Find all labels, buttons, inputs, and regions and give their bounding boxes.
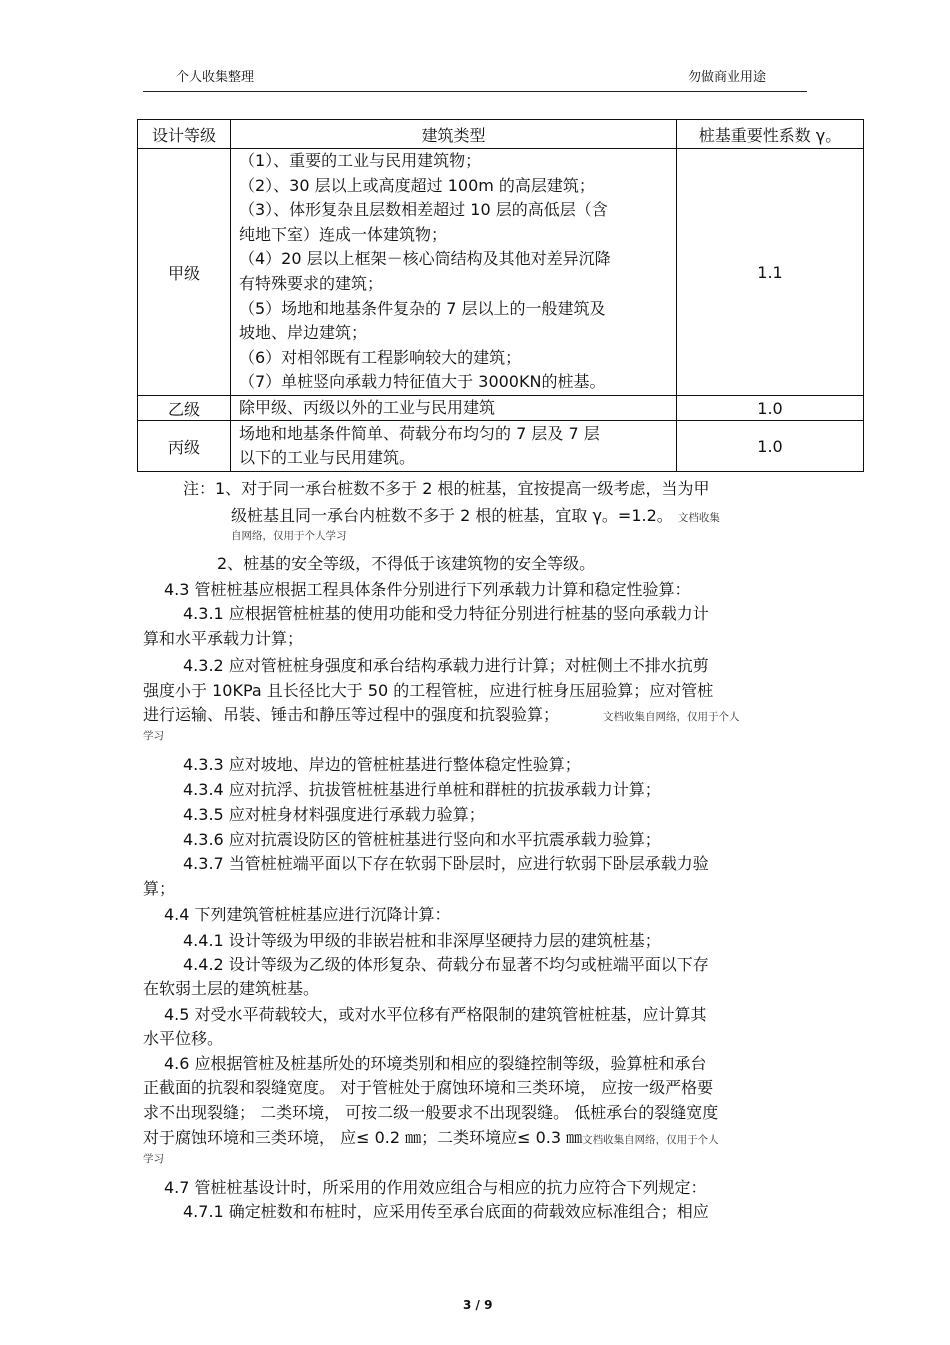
clause-4-3-6: 4.3.6 应对抗震设防区的管桩桩基进行竖向和水平抗震承载力验算； xyxy=(183,830,661,849)
watermark-text: 学习 xyxy=(143,1153,164,1165)
type-line: （4）20 层以上框架－核心筒结构及其他对差异沉降 xyxy=(239,249,611,269)
table-row xyxy=(138,149,864,396)
clause-4-5: 4.5 对受水平荷载较大，或对水平位移有严格限制的建筑管桩桩基，应计算其 xyxy=(164,1005,707,1024)
table-header-row xyxy=(138,120,864,149)
clause-4-4-2: 4.4.2 设计等级为乙级的体形复杂、荷载分布显著不均匀或桩端平面以下存 xyxy=(183,955,709,974)
watermark-text: 自网络，仅用于个人学习 xyxy=(231,530,347,542)
table-header-coef: 桩基重要性系数 γ。 xyxy=(677,120,864,149)
header-rule xyxy=(143,91,807,92)
table-header-grade: 设计等级 xyxy=(138,120,231,149)
clause-4-4-2-cont: 在软弱土层的建筑桩基。 xyxy=(143,979,320,998)
watermark-text: 文档收集自网络，仅用于个人 xyxy=(582,1134,719,1146)
clause-4-3-1-cont: 算和水平承载力计算； xyxy=(143,629,304,648)
table-header-type: 建筑类型 xyxy=(231,120,677,149)
coef-cell: 1.0 xyxy=(677,396,864,421)
type-line: 坡地、岸边建筑； xyxy=(239,323,368,343)
clause-4-3-2: 4.3.2 应对管桩桩身强度和承台结构承载力进行计算；对桩侧土不排水抗剪 xyxy=(183,656,709,675)
clause-4-3-7: 4.3.7 当管桩桩端平面以下存在软弱下卧层时，应进行软弱下卧层承载力验 xyxy=(183,854,709,873)
watermark-text: 文档收集 xyxy=(677,512,720,524)
coef-cell: 1.1 xyxy=(677,149,864,396)
clause-4-7-1: 4.7.1 确定桩数和布桩时，应采用传至承台底面的荷载效应标准组合；相应 xyxy=(183,1202,709,1221)
type-cell xyxy=(231,421,677,472)
type-cell xyxy=(231,149,677,396)
clause-4-3-3: 4.3.3 应对坡地、岸边的管桩桩基进行整体稳定性验算； xyxy=(183,755,581,774)
table-row xyxy=(138,396,864,421)
type-line: （2）、30 层以上或高度超过 100m 的高层建筑； xyxy=(239,175,595,195)
importance-table xyxy=(137,119,864,472)
type-line: （3）、体形复杂且层数相差超过 10 层的高低层（含 xyxy=(239,200,608,220)
type-line: 有特殊要求的建筑； xyxy=(239,274,384,293)
grade-cell: 丙级 xyxy=(138,421,231,472)
note-1-line-1: 注：1、对于同一承台桩数不多于 2 根的桩基，宜按提高一级考虑，当为甲 xyxy=(183,479,710,498)
type-line: 纯地下室）连成一体建筑物； xyxy=(239,224,448,244)
clause-4-3-1: 4.3.1 应根据管桩桩基的使用功能和受力特征分别进行桩基的竖向承载力计 xyxy=(183,604,709,623)
note-2: 2、桩基的安全等级，不得低于该建筑物的安全等级。 xyxy=(217,554,596,573)
clause-4-3-5: 4.3.5 应对桩身材料强度进行承载力验算； xyxy=(183,805,485,824)
header-right: 勿做商业用途 xyxy=(688,70,767,85)
clause-4-3: 4.3 管桩桩基应根据工程具体条件分别进行下列承载力计算和稳定性验算： xyxy=(164,580,691,599)
clause-4-3-4: 4.3.4 应对抗浮、抗拔管桩桩基进行单桩和群桩的抗拔承载力计算； xyxy=(183,780,661,799)
type-line: （5）场地和地基条件复杂的 7 层以上的一般建筑及 xyxy=(239,298,606,318)
clause-4-4: 4.4 下列建筑管桩桩基应进行沉降计算： xyxy=(164,905,451,924)
clause-4-3-7-cont: 算； xyxy=(143,879,176,898)
type-line: 除甲级、丙级以外的工业与民用建筑 xyxy=(239,398,496,417)
header-left: 个人收集整理 xyxy=(176,70,255,85)
coef-cell: 1.0 xyxy=(677,421,864,472)
type-cell xyxy=(231,396,677,421)
clause-4-6: 4.6 应根据管桩及桩基所处的环境类别和相应的裂缝控制等级，验算桩和承台 xyxy=(164,1054,707,1073)
grade-cell: 乙级 xyxy=(138,396,231,421)
page-number: 3 / 9 xyxy=(463,1298,493,1312)
type-line: 以下的工业与民用建筑。 xyxy=(239,448,416,467)
clause-text: 对于腐蚀环境和三类环境， 应≤ 0.2 ㎜；二类环境应≤ 0.3 ㎜ xyxy=(143,1128,583,1147)
clause-4-7: 4.7 管桩桩基设计时，所采用的作用效应组合与相应的抗力应符合下列规定： xyxy=(164,1178,707,1197)
watermark-text: 文档收集自网络，仅用于个人 xyxy=(603,711,740,723)
type-line: （6）对相邻既有工程影响较大的建筑； xyxy=(239,347,522,367)
grade-cell: 甲级 xyxy=(138,149,231,396)
note-1-line-2 xyxy=(231,503,720,526)
type-line: （1）、重要的工业与民用建筑物； xyxy=(239,151,482,171)
clause-4-6-cont: 求不出现裂缝； 二类环境， 可按二级一般要求不出现裂缝。 低桩承台的裂缝宽度 xyxy=(143,1103,719,1122)
note-1-text: 级桩基且同一承台内桩数不多于 2 根的桩基，宜取 γ。=1.2。 xyxy=(231,506,673,525)
clause-4-6-cont xyxy=(143,1125,719,1148)
type-line: 场地和地基条件简单、荷载分布均匀的 7 层及 7 层 xyxy=(239,424,600,443)
table-row xyxy=(138,421,864,472)
clause-4-6-cont: 正截面的抗裂和裂缝宽度。 对于管桩处于腐蚀环境和三类环境， 应按一级严格要 xyxy=(143,1078,714,1097)
clause-4-3-2-cont: 强度小于 10KPa 且长径比大于 50 的工程管桩，应进行桩身压屈验算；应对管桩 xyxy=(143,681,714,700)
clause-4-3-2-cont xyxy=(143,702,740,725)
clause-4-4-1: 4.4.1 设计等级为甲级的非嵌岩桩和非深厚坚硬持力层的建筑桩基； xyxy=(183,931,661,950)
clause-text: 进行运输、吊装、锤击和静压等过程中的强度和抗裂验算； xyxy=(143,705,560,724)
clause-4-5-cont: 水平位移。 xyxy=(143,1029,224,1048)
watermark-text: 学习 xyxy=(143,730,164,742)
type-line: （7）单桩竖向承载力特征值大于 3000KN的桩基。 xyxy=(239,372,606,392)
